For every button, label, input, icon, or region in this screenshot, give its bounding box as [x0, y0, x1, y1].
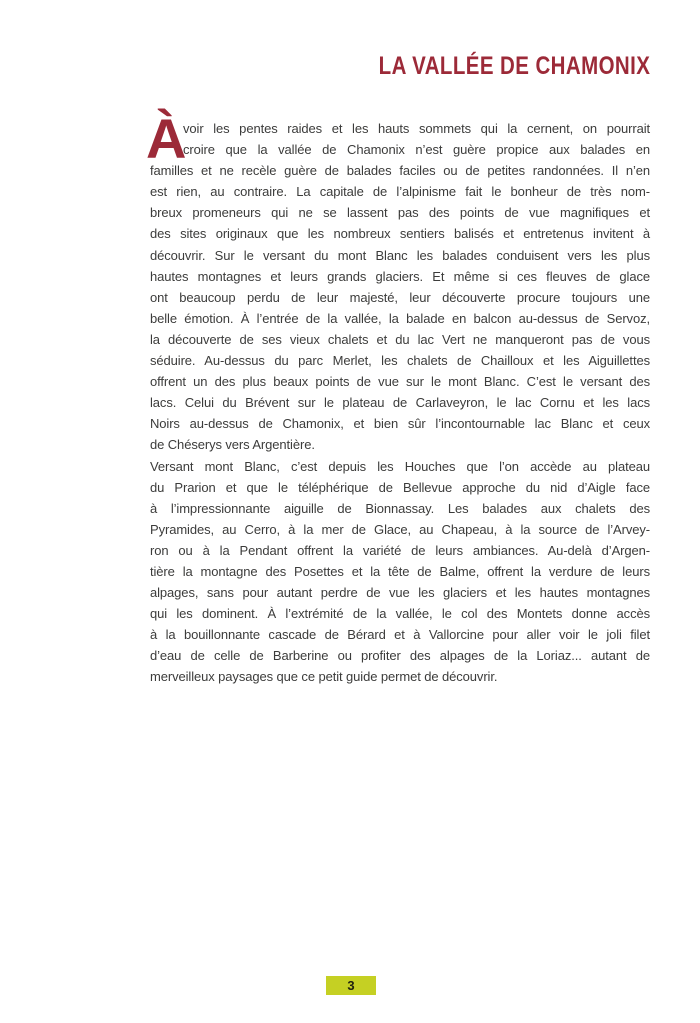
body-line: des sites originaux que les nombreux sentiers balisés et entretenus invitent à: [150, 226, 650, 242]
body-line: la découverte de ses vieux chalets et du lac Vert ne manqueront pas de vous: [150, 331, 650, 347]
body-line: ron ou à la Pendant offrent la variété de leurs ambiances. Au-delà d’Argen-: [150, 542, 650, 558]
body-line: d’eau de celle de Barberine ou profiter des alpages de la Loriaz... autant de: [150, 648, 650, 664]
body-line: qui les dominent. À l’extrémité de la vallée, le col des Montets donne accès: [150, 606, 650, 622]
body-line: lacs. Celui du Brévent sur le plateau de Carlaveyron, le lac Cornu et les lacs: [150, 395, 650, 411]
body-line: belle émotion. À l’entrée de la vallée, la balade en balcon au-dessus de Servoz,: [150, 310, 650, 326]
dropcap-letter: À: [146, 107, 187, 170]
body-line: séduire. Au-dessus du parc Merlet, les chalets de Chailloux et les Aiguillettes: [150, 353, 650, 369]
body-line: hautes montagnes et leurs grands glaciers. Et même si ces fleuves de glace: [150, 268, 650, 284]
body-line: à l’impressionnante aiguille de Bionnassay. Les balades aux chalets des: [150, 500, 650, 516]
body-line: Versant mont Blanc, c’est depuis les Houches que l’on accède au plateau: [150, 458, 650, 474]
body-line: familles et ne recèle guère de balades faciles ou de petites randonnées. Il n’en: [150, 163, 650, 179]
body-line: du Prarion et que le téléphérique de Bellevue approche du nid d’Aigle face: [150, 479, 650, 495]
chapter-title: LA VALLÉE DE CHAMONIX: [378, 52, 650, 80]
body-line: voir les pentes raides et les hauts sommets qui la cernent, on pourrait: [183, 121, 650, 136]
body-lines: [150, 118, 650, 688]
body-line: découvrir. Sur le versant du mont Blanc les balades conduisent vers les plus: [150, 247, 650, 263]
body-line: Noirs au-dessus de Chamonix, et bien sûr l’incontournable lac Blanc et ceux: [150, 416, 650, 432]
body-line: est rien, au contraire. La capitale de l’alpinisme fait le bonheur de très nom-: [150, 184, 650, 200]
body-line: Pyramides, au Cerro, à la mer de Glace, au Chapeau, à la source de l’Arvey-: [150, 521, 650, 537]
body-line: tière la montagne des Posettes et la tête de Balme, offrent la verdure de leurs: [150, 563, 650, 579]
body-line: à la bouillonnante cascade de Bérard et à Vallorcine pour aller voir le joli filet: [150, 627, 650, 643]
body-line: de Chéserys vers Argentière.: [150, 437, 315, 453]
body-line: merveilleux paysages que ce petit guide permet de découvrir.: [150, 669, 498, 685]
page-number-badge: [326, 976, 376, 995]
body-line: ont beaucoup perdu de leur majesté, leur découverte procure toujours une: [150, 289, 650, 305]
page-number: 3: [347, 978, 355, 993]
body-line: alpages, sans pour autant perdre de vue les glaciers et les hautes montagnes: [150, 585, 650, 601]
body-line: breux promeneurs qui ne se lassent pas des points de vue magnifiques et: [150, 205, 650, 221]
body-text-block: [146, 107, 650, 688]
body-line: offrent un des plus beaux points de vue sur le mont Blanc. C’est le versant des: [150, 374, 650, 390]
body-line: croire que la vallée de Chamonix n’est guère propice aux balades en: [183, 142, 650, 158]
